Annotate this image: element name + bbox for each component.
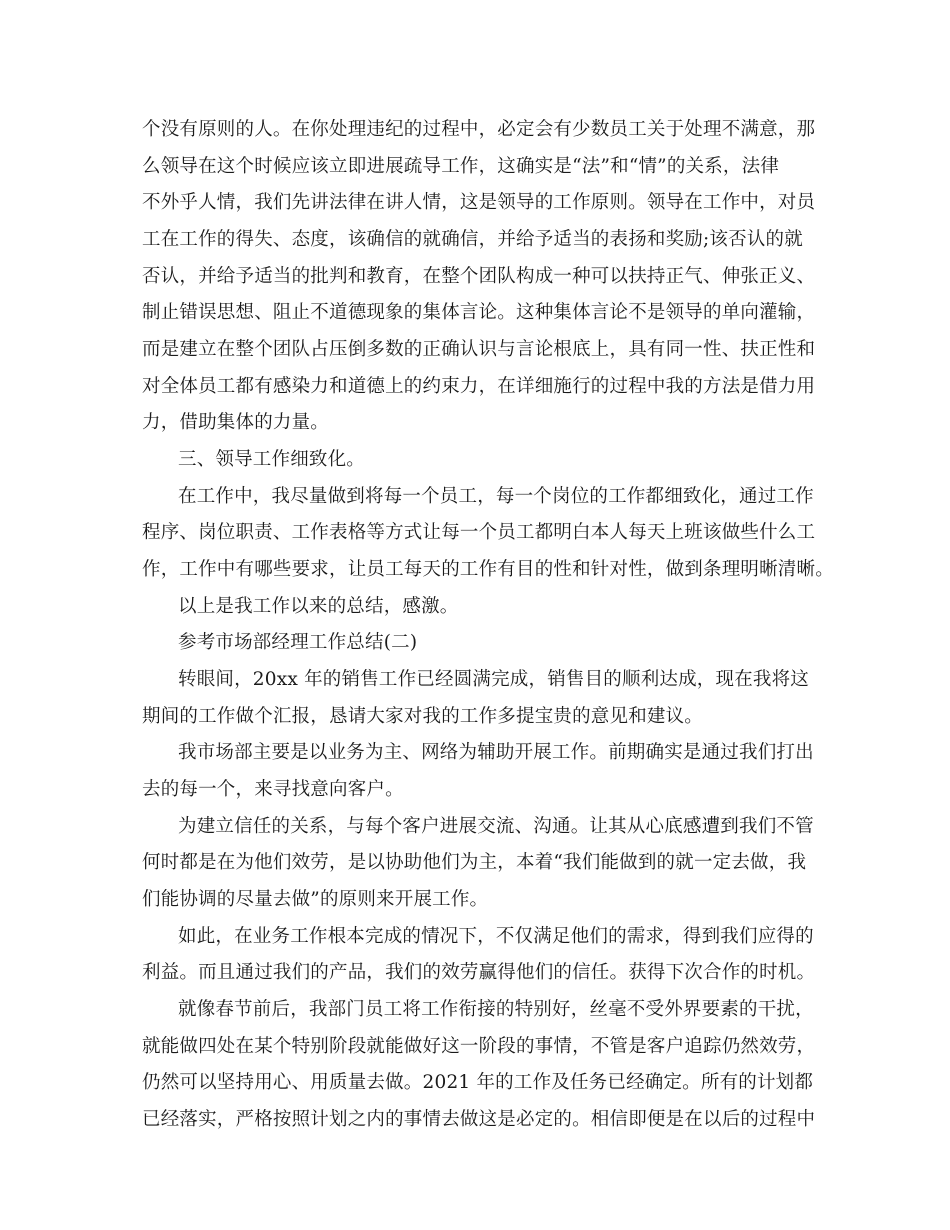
text-line: 个没有原则的人。在你处理违纪的过程中，必定会有少数员工关于处理不满意，那 — [142, 119, 816, 140]
text-line: 我市场部主要是以业务为主、网络为辅助开展工作。前期确实是通过我们打出 — [178, 742, 814, 763]
text-line: 转眼间，20xx 年的销售工作已经圆满完成，销售目的顺利达成，现在我将这 — [178, 669, 809, 690]
text-line: 已经落实，严格按照计划之内的事情去做这是必定的。相信即便是在以后的过程中 — [142, 1109, 816, 1130]
text-line: 以上是我工作以来的总结，感激。 — [178, 596, 459, 617]
text-line: 力，借助集体的力量。 — [142, 412, 330, 433]
text-line: 工在工作的得失、态度，该确信的就确信，并给予适当的表扬和奖励;该否认的就 — [142, 229, 803, 250]
text-line: 期间的工作做个汇报，恳请大家对我的工作多提宝贵的意见和建议。 — [142, 706, 704, 727]
text-line: 否认，并给予适当的批判和教育，在整个团队构成一种可以扶持正气、伸张正义、 — [142, 266, 816, 287]
text-line: 如此，在业务工作根本完成的情况下，不仅满足他们的需求，得到我们应得的 — [178, 926, 814, 947]
text-line: 作，工作中有哪些要求，让员工每天的工作有目的性和针对性，做到条理明晰清晰。 — [142, 559, 834, 580]
text-line: 去的每一个，来寻找意向客户。 — [142, 779, 404, 800]
text-line: 利益。而且通过我们的产品，我们的效劳赢得他们的信任。获得下次合作的时机。 — [142, 962, 816, 983]
section-heading: 三、领导工作细致化。 — [178, 449, 366, 470]
text-line: 对全体员工都有感染力和道德上的约束力，在详细施行的过程中我的方法是借力用 — [142, 376, 816, 397]
text-line: 制止错误思想、阻止不道德现象的集体言论。这种集体言论不是领导的单向灌输， — [142, 302, 816, 323]
text-line: 而是建立在整个团队占压倒多数的正确认识与言论根底上，具有同一性、扶正性和 — [142, 339, 816, 360]
text-line: 们能协调的尽量去做”的原则来开展工作。 — [142, 889, 489, 910]
text-line: 就能做四处在某个特别阶段就能做好这一阶段的事情，不管是客户追踪仍然效劳， — [142, 1036, 816, 1057]
text-line: 何时都是在为他们效劳，是以协助他们为主，本着“我们能做到的就一定去做，我 — [142, 852, 807, 873]
text-line: 在工作中，我尽量做到将每一个员工，每一个岗位的工作都细致化，通过工作 — [178, 486, 814, 507]
text-line: 程序、岗位职责、工作表格等方式让每一个员工都明白本人每天上班该做些什么工 — [142, 522, 816, 543]
section-heading: 参考市场部经理工作总结(二) — [178, 632, 418, 653]
text-line: 么领导在这个时候应该立即进展疏导工作，这确实是“法”和“情”的关系，法律 — [142, 156, 780, 177]
text-line: 仍然可以坚持用心、用质量去做。2021 年的工作及任务已经确定。所有的计划都 — [142, 1072, 814, 1093]
text-line: 就像春节前后，我部门员工将工作衔接的特别好，丝毫不受外界要素的干扰， — [178, 999, 814, 1020]
text-line: 不外乎人情，我们先讲法律在讲人情，这是领导的工作原则。领导在工作中，对员 — [142, 192, 816, 213]
text-line: 为建立信任的关系，与每个客户进展交流、沟通。让其从心底感遭到我们不管 — [178, 816, 814, 837]
